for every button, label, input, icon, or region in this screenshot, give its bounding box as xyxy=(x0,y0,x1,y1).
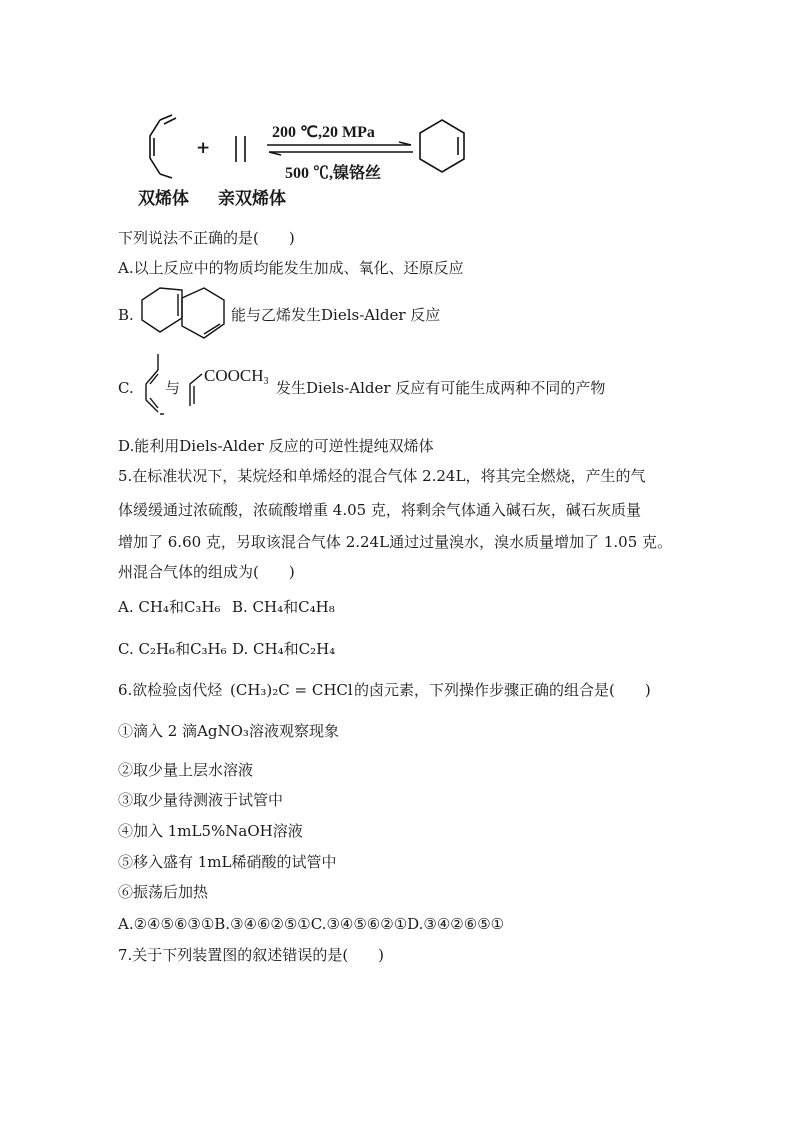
dienophile-structure-icon xyxy=(233,136,253,166)
q5-line-3: 增加了 6.60 克，另取该混合气体 2.24L通过过量溴水，溴水质量增加了 1.05 克。 xyxy=(118,533,672,551)
forward-condition: 200 ℃,20 MPa xyxy=(272,124,375,141)
reverse-condition: 500 ℃,镍铬丝 xyxy=(285,165,382,182)
q4-option-d: D.能利用Diels-Alder 反应的可逆性提纯双烯体 xyxy=(118,437,434,455)
diene-label: 双烯体 xyxy=(138,189,189,209)
q4-stem: 下列说法不正确的是( ) xyxy=(118,229,295,247)
q5-line-4: 州混合气体的组成为( ) xyxy=(118,563,295,581)
q6-formula: (CH₃)₂C = CHCl xyxy=(230,681,353,699)
q7-stem: 7.关于下列装置图的叙述错误的是( ) xyxy=(118,946,385,964)
dienophile-label: 亲双烯体 xyxy=(218,189,286,209)
q6-stem-before: 6.欲检验卤代烃 xyxy=(118,681,223,699)
q4-option-b-text: 能与乙烯发生Diels-Alder 反应 xyxy=(231,306,441,324)
q6-step-6: ⑥振荡后加热 xyxy=(118,883,209,901)
q6-step-1: ①滴入 2 滴AgNO₃溶液观察现象 xyxy=(118,722,339,740)
q6-options: A.②④⑤⑥③①B.③④⑥②⑤①C.③④⑤⑥②①D.③④②⑥⑤① xyxy=(118,915,505,933)
q6-step-2: ②取少量上层水溶液 xyxy=(118,761,254,779)
diene-structure-icon xyxy=(146,118,186,178)
q5-option-a: A. CH₄和C₃H₆ xyxy=(118,598,221,616)
q5-option-b: B. CH₄和C₄H₈ xyxy=(232,598,335,616)
q5-option-c: C. C₂H₆和C₃H₆ xyxy=(118,640,227,658)
q6-step-4: ④加入 1mL5%NaOH溶液 xyxy=(118,822,303,840)
q5-option-d: D. CH₄和C₂H₄ xyxy=(232,640,336,658)
q4-option-c-text: 发生Diels-Alder 反应有可能生成两种不同的产物 xyxy=(276,379,606,397)
bicyclic-diene-structure-icon xyxy=(138,286,228,344)
q6-step-5: ⑤移入盛有 1mL稀硝酸的试管中 xyxy=(118,853,337,871)
q6-step-3: ③取少量待测液于试管中 xyxy=(118,791,284,809)
q6-stem-after: 的卤元素，下列操作步骤正确的组合是( ) xyxy=(354,681,651,699)
q4-option-a: A.以上反应中的物质均能发生加成、氧化、还原反应 xyxy=(118,259,464,277)
cyclohexene-structure-icon xyxy=(416,118,468,176)
plus-sign: + xyxy=(196,138,211,158)
ester-group-label: $COOCH_3$ xyxy=(204,366,269,387)
q4-option-b-prefix: B. xyxy=(118,306,134,324)
q4-option-c-with: 与 xyxy=(165,379,181,397)
q5-line-1: 5.在标准状况下，某烷烃和单烯烃的混合气体 2.24L，将其完全燃烧，产生的气 xyxy=(118,467,646,485)
equilibrium-arrows-icon xyxy=(265,142,415,156)
q5-line-2: 体缓缓通过浓硫酸，浓硫酸增重 4.05 克，将剩余气体通入碱石灰，碱石灰质量 xyxy=(118,501,641,519)
q4-option-c-prefix: C. xyxy=(118,379,134,397)
